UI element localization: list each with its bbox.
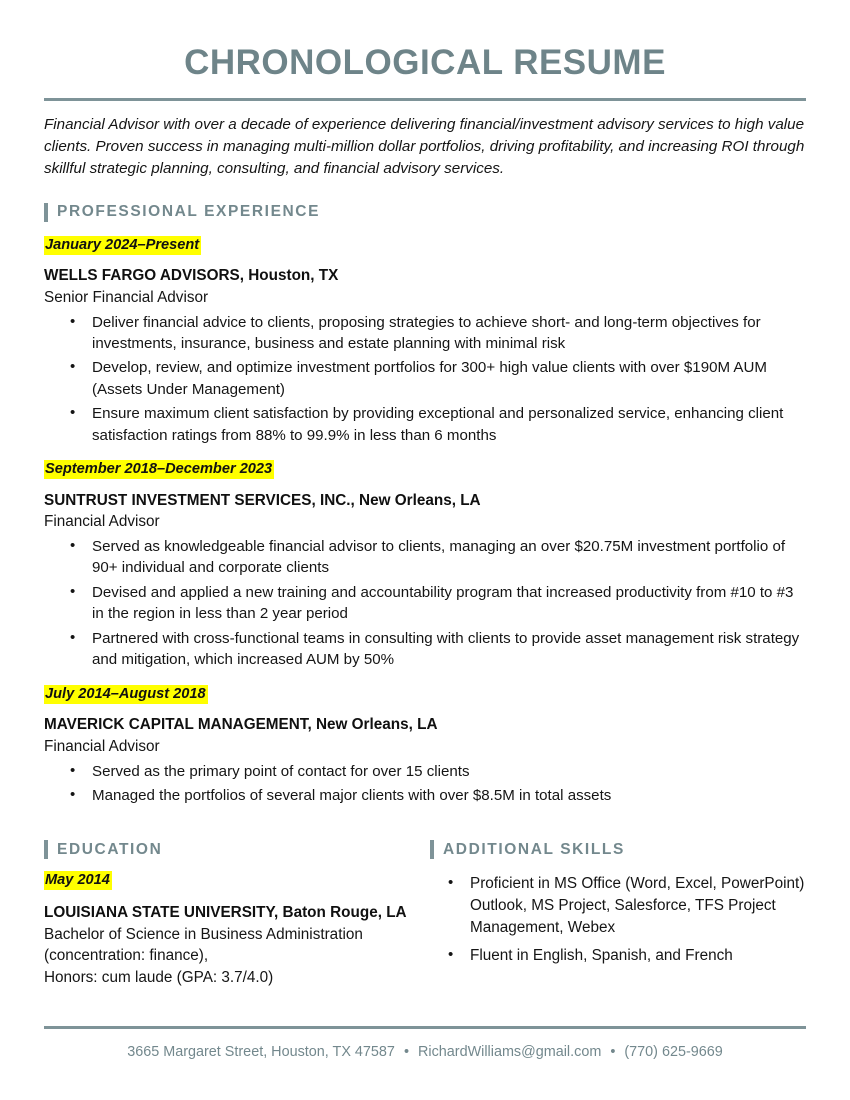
school-name: LOUISIANA STATE UNIVERSITY, Baton Rouge, LA bbox=[44, 904, 407, 922]
contact-line bbox=[44, 1043, 806, 1062]
date-line bbox=[44, 685, 806, 705]
employer-name: MAVERICK CAPITAL MANAGEMENT, New Orleans, LA bbox=[44, 716, 438, 734]
date-line bbox=[44, 871, 420, 891]
list-item: • Served as the primary point of contact for over 15 clients bbox=[44, 761, 806, 782]
footer-divider bbox=[44, 1026, 806, 1029]
contact-email[interactable]: RichardWilliams@gmail.com bbox=[417, 1044, 602, 1061]
experience-entry bbox=[44, 685, 806, 807]
responsibility-list bbox=[44, 761, 806, 807]
skills-column bbox=[420, 840, 806, 989]
page-title: CHRONOLOGICAL RESUME bbox=[184, 43, 666, 82]
date-line bbox=[44, 460, 806, 480]
title-divider bbox=[44, 98, 806, 101]
date-badge: January 2024–Present bbox=[45, 236, 200, 253]
section-header-education bbox=[44, 840, 420, 859]
footer bbox=[44, 1026, 806, 1062]
responsibility-list bbox=[44, 312, 806, 447]
employer-name: SUNTRUST INVESTMENT SERVICES, INC., New Orleans, LA bbox=[44, 491, 481, 509]
degree-concentration: (concentration: finance), bbox=[44, 947, 209, 965]
list-item: • Devised and applied a new training and accountability program that increased productivity from #10 to #3 in the region in less than 2 year period bbox=[44, 582, 806, 625]
experience-entry bbox=[44, 236, 806, 447]
list-item: • Managed the portfolios of several major clients with over $8.5M in total assets bbox=[44, 785, 806, 806]
skills-list bbox=[430, 873, 806, 966]
section-label: ADDITIONAL SKILLS bbox=[443, 841, 625, 859]
date-badge: July 2014–August 2018 bbox=[45, 685, 206, 702]
contact-phone[interactable]: (770) 625-9669 bbox=[624, 1044, 723, 1061]
section-accent-bar-icon bbox=[44, 840, 48, 859]
job-title: Financial Advisor bbox=[44, 513, 160, 531]
degree-line: Bachelor of Science in Business Administration bbox=[44, 925, 363, 943]
experience-entry bbox=[44, 460, 806, 671]
contact-address: 3665 Margaret Street, Houston, TX 47587 bbox=[127, 1044, 395, 1061]
education-entry bbox=[44, 871, 420, 989]
responsibility-list bbox=[44, 536, 806, 671]
list-item: • Ensure maximum client satisfaction by providing exceptional and personalized service, enhancing client satisfaction ratings from 88% to 99.9% in less than 6 months bbox=[44, 403, 806, 446]
degree-honors: Honors: cum laude (GPA: 3.7/4.0) bbox=[44, 969, 274, 987]
job-title: Senior Financial Advisor bbox=[44, 288, 209, 306]
employer-name: WELLS FARGO ADVISORS, Houston, TX bbox=[44, 267, 339, 285]
job-title: Financial Advisor bbox=[44, 737, 160, 755]
date-line bbox=[44, 236, 806, 256]
list-item: • Partnered with cross-functional teams in consulting with clients to provide asset management risk strategy and mitigation, which increased AUM by 50% bbox=[44, 628, 806, 671]
section-accent-bar-icon bbox=[44, 203, 48, 222]
education-column bbox=[44, 840, 420, 989]
section-label: PROFESSIONAL EXPERIENCE bbox=[57, 203, 321, 221]
list-item: • Develop, review, and optimize investment portfolios for 300+ high value clients with over $190M AUM (Assets Under Management) bbox=[44, 357, 806, 400]
section-label: EDUCATION bbox=[57, 841, 163, 859]
date-badge: May 2014 bbox=[45, 872, 110, 889]
section-accent-bar-icon bbox=[430, 840, 434, 859]
bullet-separator-icon: • bbox=[610, 1044, 616, 1061]
list-item: • Proficient in MS Office (Word, Excel, PowerPoint) Outlook, MS Project, Salesforce, TFS Project Management, Webex bbox=[430, 873, 806, 938]
bullet-separator-icon: • bbox=[403, 1044, 409, 1061]
section-header-additional-skills bbox=[430, 840, 806, 859]
professional-summary: Financial Advisor with over a decade of experience delivering financial/investment advisory services to high value clients. Proven success in managing multi-million dollar portfolios, driving profitability, and increasing ROI through skillful strategic planning, consulting, and financial advisory services. bbox=[44, 115, 805, 178]
list-item: • Deliver financial advice to clients, proposing strategies to achieve short- and long-term objectives for investments, insurance, business and estate planning with minimal risk bbox=[44, 312, 806, 355]
bottom-columns bbox=[44, 840, 806, 989]
list-item: • Served as knowledgeable financial advisor to clients, managing an over $20.75M investment portfolio of 90+ individual and corporate clients bbox=[44, 536, 806, 579]
date-badge: September 2018–December 2023 bbox=[45, 461, 273, 478]
section-header-professional-experience bbox=[44, 203, 806, 222]
list-item: • Fluent in English, Spanish, and French bbox=[430, 945, 806, 967]
